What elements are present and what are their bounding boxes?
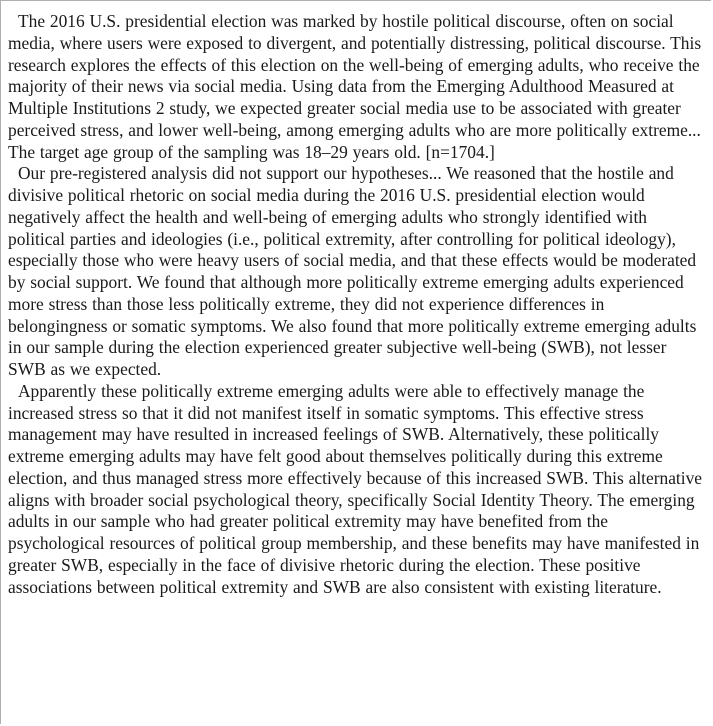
paragraph-2: Our pre-registered analysis did not support our hypotheses... We reasoned that the hostile and divisive political rhetoric on social media during the 2016 U.S. presidential election would negatively affect the health and well-being of emerging adults who strongly identified with political parties and ideologies (i.e., political extremity, after controlling for political ideology), especially those who were heavy users of social media, and that these effects would be moderated by social support. We found that although more politically extreme emerging adults experienced more stress than those less politically extreme, they did not experience differences in belongingness or somatic symptoms. We also found that more politically extreme emerging adults in our sample during the election experienced greater subjective well-being (SWB), not lesser SWB as we expected. xyxy=(8,163,697,379)
paragraph-1: The 2016 U.S. presidential election was marked by hostile political discourse, often on social media, where users were exposed to divergent, and potentially distressing, political discourse. This research explores the effects of this election on the well-being of emerging adults, who receive the majority of their news via social media. Using data from the Emerging Adulthood Measured at Multiple Institutions 2 study, we expected greater social media use to be associated with greater perceived stress, and lower well-being, among emerging adults who are more politically extreme... The target age group of the sampling was 18–29 years old. [n=1704.] xyxy=(8,11,702,162)
paragraph-3: Apparently these politically extreme emerging adults were able to effectively manage the increased stress so that it did not manifest itself in somatic symptoms. This effective stress management may have resulted in increased feelings of SWB. Alternatively, these politically extreme emerging adults may have felt good about themselves politically during this extreme election, and thus managed stress more effectively because of this increased SWB. This alternative aligns with broader social psychological theory, specifically Social Identity Theory. The emerging adults in our sample who had greater political extremity may have benefited from the psychological resources of political group membership, and these benefits may have manifested in greater SWB, especially in the face of divisive rhetoric during the election. These positive associations between political extremity and SWB are also consistent with existing literature. xyxy=(8,380,703,597)
